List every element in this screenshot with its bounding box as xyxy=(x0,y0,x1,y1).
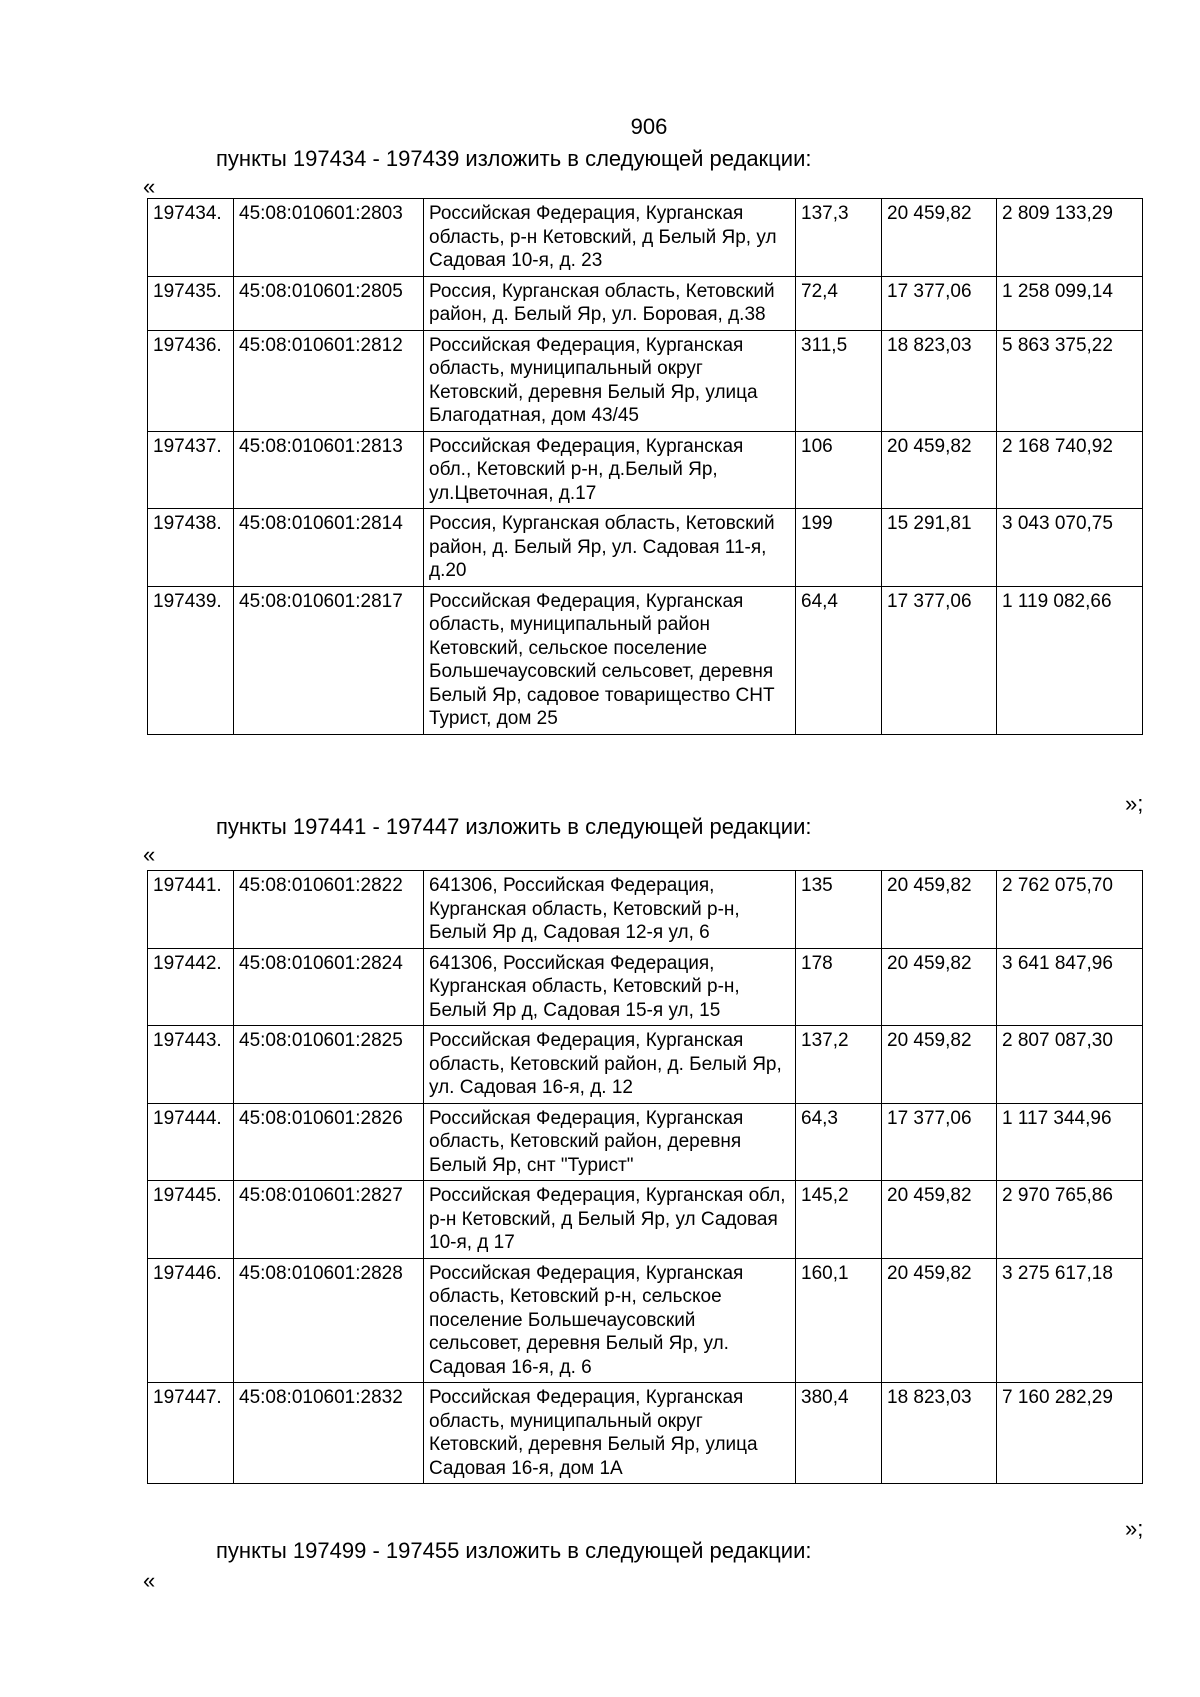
cadastral-number-cell: 45:08:010601:2803 xyxy=(234,199,424,277)
item-number-cell: 197443. xyxy=(148,1026,234,1104)
item-number-cell: 197442. xyxy=(148,948,234,1026)
area-cell: 311,5 xyxy=(796,330,882,431)
area-cell: 137,2 xyxy=(796,1026,882,1104)
cadastral-number-cell: 45:08:010601:2813 xyxy=(234,431,424,509)
cadastral-value-cell: 2 970 765,86 xyxy=(997,1181,1143,1259)
specific-value-cell: 17 377,06 xyxy=(882,276,997,330)
cadastral-value-cell: 3 275 617,18 xyxy=(997,1258,1143,1383)
area-cell: 64,4 xyxy=(796,586,882,734)
address-cell: Российская Федерация, Курганская обл., Кетовский р-н, д.Белый Яр, ул.Цветочная, д.17 xyxy=(424,431,796,509)
cadastral-value-cell: 1 117 344,96 xyxy=(997,1103,1143,1181)
address-cell: Россия, Курганская область, Кетовский район, д. Белый Яр, ул. Садовая 11-я, д.20 xyxy=(424,509,796,587)
cadastral-value-cell: 2 762 075,70 xyxy=(997,871,1143,949)
table-row xyxy=(148,1383,1143,1484)
table-row xyxy=(148,1026,1143,1104)
table-row xyxy=(148,509,1143,587)
address-cell: Российская Федерация, Курганская область, муниципальный район Кетовский, сельское поселение Большечаусовский сельсовет, деревня Белый Яр, садовое товарищество СНТ Турист, дом 25 xyxy=(424,586,796,734)
cadastral-value-cell: 3 043 070,75 xyxy=(997,509,1143,587)
cadastral-number-cell: 45:08:010601:2814 xyxy=(234,509,424,587)
specific-value-cell: 20 459,82 xyxy=(882,948,997,1026)
cadastral-value-cell: 2 807 087,30 xyxy=(997,1026,1143,1104)
cadastral-value-cell: 5 863 375,22 xyxy=(997,330,1143,431)
specific-value-cell: 20 459,82 xyxy=(882,1026,997,1104)
item-number-cell: 197437. xyxy=(148,431,234,509)
item-number-cell: 197435. xyxy=(148,276,234,330)
table-row xyxy=(148,1181,1143,1259)
cadastral-number-cell: 45:08:010601:2805 xyxy=(234,276,424,330)
item-number-cell: 197436. xyxy=(148,330,234,431)
specific-value-cell: 20 459,82 xyxy=(882,1181,997,1259)
address-cell: 641306, Российская Федерация, Курганская область, Кетовский р-н, Белый Яр д, Садовая 15-я ул, 15 xyxy=(424,948,796,1026)
item-number-cell: 197439. xyxy=(148,586,234,734)
table-row xyxy=(148,948,1143,1026)
specific-value-cell: 20 459,82 xyxy=(882,1258,997,1383)
address-cell: Российская Федерация, Курганская область, р-н Кетовский, д Белый Яр, ул Садовая 10-я, д. 23 xyxy=(424,199,796,277)
table-row xyxy=(148,871,1143,949)
address-cell: Российская Федерация, Курганская область, Кетовский р-н, сельское поселение Большечаусовский сельсовет, деревня Белый Яр, ул. Садовая 16-я, д. 6 xyxy=(424,1258,796,1383)
page-number: 906 xyxy=(630,114,668,139)
item-number-cell: 197434. xyxy=(148,199,234,277)
table-row xyxy=(148,1258,1143,1383)
cadastral-value-cell: 2 168 740,92 xyxy=(997,431,1143,509)
table-row xyxy=(148,199,1143,277)
area-cell: 135 xyxy=(796,871,882,949)
section-heading-3: пункты 197499 - 197455 изложить в следующей редакции: xyxy=(216,1538,812,1563)
table-row xyxy=(148,276,1143,330)
cadastral-number-cell: 45:08:010601:2832 xyxy=(234,1383,424,1484)
table-row xyxy=(148,586,1143,734)
address-cell: Российская Федерация, Курганская область, Кетовский район, д. Белый Яр, ул. Садовая 16-я, д. 12 xyxy=(424,1026,796,1104)
item-number-cell: 197441. xyxy=(148,871,234,949)
address-cell: Российская Федерация, Курганская область, Кетовский район, деревня Белый Яр, снт "Турист" xyxy=(424,1103,796,1181)
specific-value-cell: 18 823,03 xyxy=(882,1383,997,1484)
address-cell: Россия, Курганская область, Кетовский район, д. Белый Яр, ул. Боровая, д.38 xyxy=(424,276,796,330)
specific-value-cell: 20 459,82 xyxy=(882,871,997,949)
area-cell: 380,4 xyxy=(796,1383,882,1484)
cadastral-value-cell: 3 641 847,96 xyxy=(997,948,1143,1026)
items-table-1 xyxy=(147,198,1143,735)
item-number-cell: 197445. xyxy=(148,1181,234,1259)
address-cell: Российская Федерация, Курганская область, муниципальный округ Кетовский, деревня Белый Яр, улица Благодатная, дом 43/45 xyxy=(424,330,796,431)
open-quote-2: « xyxy=(143,842,156,867)
cadastral-number-cell: 45:08:010601:2824 xyxy=(234,948,424,1026)
cadastral-number-cell: 45:08:010601:2822 xyxy=(234,871,424,949)
cadastral-value-cell: 1 119 082,66 xyxy=(997,586,1143,734)
address-cell: 641306, Российская Федерация, Курганская область, Кетовский р-н, Белый Яр д, Садовая 12-я ул, 6 xyxy=(424,871,796,949)
area-cell: 106 xyxy=(796,431,882,509)
area-cell: 72,4 xyxy=(796,276,882,330)
section-heading-1: пункты 197434 - 197439 изложить в следующей редакции: xyxy=(216,146,812,171)
cadastral-number-cell: 45:08:010601:2827 xyxy=(234,1181,424,1259)
cadastral-value-cell: 1 258 099,14 xyxy=(997,276,1143,330)
area-cell: 64,3 xyxy=(796,1103,882,1181)
cadastral-value-cell: 2 809 133,29 xyxy=(997,199,1143,277)
item-number-cell: 197446. xyxy=(148,1258,234,1383)
cadastral-number-cell: 45:08:010601:2826 xyxy=(234,1103,424,1181)
specific-value-cell: 17 377,06 xyxy=(882,1103,997,1181)
table-row xyxy=(148,330,1143,431)
area-cell: 178 xyxy=(796,948,882,1026)
specific-value-cell: 20 459,82 xyxy=(882,199,997,277)
open-quote-3: « xyxy=(143,1568,156,1593)
close-quote-1: »; xyxy=(1125,791,1144,816)
specific-value-cell: 15 291,81 xyxy=(882,509,997,587)
items-table-2 xyxy=(147,870,1143,1484)
close-quote-2: »; xyxy=(1125,1516,1144,1541)
open-quote-1: « xyxy=(143,174,156,199)
cadastral-value-cell: 7 160 282,29 xyxy=(997,1383,1143,1484)
item-number-cell: 197444. xyxy=(148,1103,234,1181)
item-number-cell: 197438. xyxy=(148,509,234,587)
cadastral-number-cell: 45:08:010601:2812 xyxy=(234,330,424,431)
section-heading-2: пункты 197441 - 197447 изложить в следующей редакции: xyxy=(216,814,812,839)
area-cell: 199 xyxy=(796,509,882,587)
table-row xyxy=(148,431,1143,509)
address-cell: Российская Федерация, Курганская область, муниципальный округ Кетовский, деревня Белый Яр, улица Садовая 16-я, дом 1А xyxy=(424,1383,796,1484)
area-cell: 137,3 xyxy=(796,199,882,277)
specific-value-cell: 18 823,03 xyxy=(882,330,997,431)
table-row xyxy=(148,1103,1143,1181)
address-cell: Российская Федерация, Курганская обл, р-н Кетовский, д Белый Яр, ул Садовая 10-я, д 17 xyxy=(424,1181,796,1259)
cadastral-number-cell: 45:08:010601:2828 xyxy=(234,1258,424,1383)
area-cell: 145,2 xyxy=(796,1181,882,1259)
area-cell: 160,1 xyxy=(796,1258,882,1383)
item-number-cell: 197447. xyxy=(148,1383,234,1484)
specific-value-cell: 20 459,82 xyxy=(882,431,997,509)
specific-value-cell: 17 377,06 xyxy=(882,586,997,734)
cadastral-number-cell: 45:08:010601:2825 xyxy=(234,1026,424,1104)
cadastral-number-cell: 45:08:010601:2817 xyxy=(234,586,424,734)
